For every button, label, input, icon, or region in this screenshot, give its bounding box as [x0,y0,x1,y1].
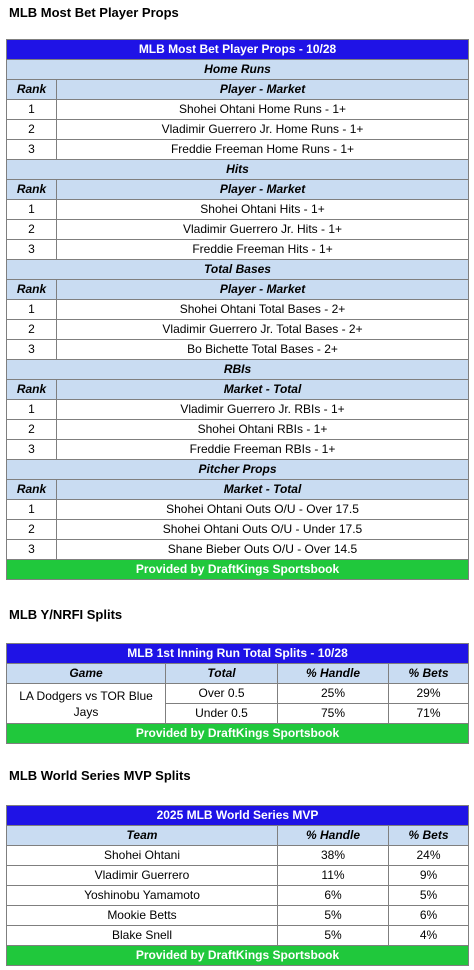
props-header: MLB Most Bet Player Props - 10/28 [7,40,469,60]
table-row [7,540,469,560]
props-footer-row [7,560,469,580]
total-cell: Under 0.5 [166,704,278,724]
table-row [7,100,469,120]
bets-cell: 71% [389,704,469,724]
col-bets: % Bets [389,664,469,684]
handle-cell: 75% [278,704,389,724]
table-row [7,886,469,906]
section-title-props: MLB Most Bet Player Props [9,5,179,20]
rank-cell: 3 [7,340,57,360]
col-bets: % Bets [389,826,469,846]
table-row [7,420,469,440]
group-title: Pitcher Props [7,460,469,480]
col-rank: Rank [7,180,57,200]
market-cell: Vladimir Guerrero Jr. Hits - 1+ [57,220,469,240]
group-title-row [7,160,469,180]
table-row [7,926,469,946]
bets-cell: 29% [389,684,469,704]
nrfi-table [6,643,469,744]
market-cell: Shohei Ohtani Outs O/U - Over 17.5 [57,500,469,520]
col-market: Player - Market [57,80,469,100]
rank-cell: 2 [7,420,57,440]
bets-cell: 24% [389,846,469,866]
col-rank: Rank [7,280,57,300]
handle-cell: 11% [278,866,389,886]
col-game: Game [7,664,166,684]
table-row [7,400,469,420]
rank-cell: 2 [7,220,57,240]
table-row [7,240,469,260]
game-cell: LA Dodgers vs TOR Blue Jays [7,684,166,724]
market-cell: Shohei Ohtani Outs O/U - Under 17.5 [57,520,469,540]
mvp-table [6,805,469,966]
market-cell: Shohei Ohtani Total Bases - 2+ [57,300,469,320]
market-cell: Shohei Ohtani Hits - 1+ [57,200,469,220]
table-row [7,866,469,886]
market-cell: Freddie Freeman Home Runs - 1+ [57,140,469,160]
table-row [7,846,469,866]
group-title-row [7,260,469,280]
rank-cell: 2 [7,320,57,340]
rank-cell: 3 [7,140,57,160]
column-header-row [7,380,469,400]
market-cell: Vladimir Guerrero Jr. Home Runs - 1+ [57,120,469,140]
handle-cell: 5% [278,926,389,946]
section-title-nrfi: MLB Y/NRFI Splits [9,607,123,622]
table-row [7,684,469,704]
handle-cell: 38% [278,846,389,866]
bets-cell: 5% [389,886,469,906]
mvp-footer: Provided by DraftKings Sportsbook [7,946,469,966]
table-row [7,440,469,460]
mvp-footer-row [7,946,469,966]
table-row [7,500,469,520]
group-title: Total Bases [7,260,469,280]
col-handle: % Handle [278,664,389,684]
handle-cell: 5% [278,906,389,926]
rank-cell: 1 [7,400,57,420]
market-cell: Vladimir Guerrero Jr. Total Bases - 2+ [57,320,469,340]
col-team: Team [7,826,278,846]
team-cell: Shohei Ohtani [7,846,278,866]
table-row [7,300,469,320]
bets-cell: 6% [389,906,469,926]
rank-cell: 1 [7,200,57,220]
table-row [7,220,469,240]
market-cell: Vladimir Guerrero Jr. RBIs - 1+ [57,400,469,420]
table-row [7,340,469,360]
group-title: Home Runs [7,60,469,80]
market-cell: Shohei Ohtani Home Runs - 1+ [57,100,469,120]
rank-cell: 3 [7,440,57,460]
rank-cell: 2 [7,120,57,140]
group-title: Hits [7,160,469,180]
table-row [7,520,469,540]
rank-cell: 3 [7,540,57,560]
col-market: Player - Market [57,180,469,200]
col-handle: % Handle [278,826,389,846]
col-market: Market - Total [57,480,469,500]
nrfi-header: MLB 1st Inning Run Total Splits - 10/28 [7,644,469,664]
props-table [6,39,469,580]
mvp-header: 2025 MLB World Series MVP [7,806,469,826]
team-cell: Mookie Betts [7,906,278,926]
total-cell: Over 0.5 [166,684,278,704]
team-cell: Yoshinobu Yamamoto [7,886,278,906]
team-cell: Vladimir Guerrero [7,866,278,886]
handle-cell: 25% [278,684,389,704]
column-header-row [7,480,469,500]
col-rank: Rank [7,480,57,500]
team-cell: Blake Snell [7,926,278,946]
market-cell: Freddie Freeman RBIs - 1+ [57,440,469,460]
table-row [7,906,469,926]
rank-cell: 3 [7,240,57,260]
rank-cell: 1 [7,300,57,320]
bets-cell: 4% [389,926,469,946]
group-title-row [7,60,469,80]
table-row [7,200,469,220]
section-title-mvp: MLB World Series MVP Splits [9,768,191,783]
table-row [7,140,469,160]
nrfi-footer: Provided by DraftKings Sportsbook [7,724,469,744]
rank-cell: 2 [7,520,57,540]
table-row [7,320,469,340]
col-market: Player - Market [57,280,469,300]
col-total: Total [166,664,278,684]
rank-cell: 1 [7,100,57,120]
market-cell: Bo Bichette Total Bases - 2+ [57,340,469,360]
rank-cell: 1 [7,500,57,520]
col-rank: Rank [7,80,57,100]
column-header-row [7,180,469,200]
handle-cell: 6% [278,886,389,906]
market-cell: Shohei Ohtani RBIs - 1+ [57,420,469,440]
market-cell: Freddie Freeman Hits - 1+ [57,240,469,260]
table-row [7,120,469,140]
column-header-row [7,80,469,100]
market-cell: Shane Bieber Outs O/U - Over 14.5 [57,540,469,560]
column-header-row [7,280,469,300]
col-market: Market - Total [57,380,469,400]
group-title-row [7,360,469,380]
bets-cell: 9% [389,866,469,886]
col-rank: Rank [7,380,57,400]
props-footer: Provided by DraftKings Sportsbook [7,560,469,580]
group-title: RBIs [7,360,469,380]
group-title-row [7,460,469,480]
